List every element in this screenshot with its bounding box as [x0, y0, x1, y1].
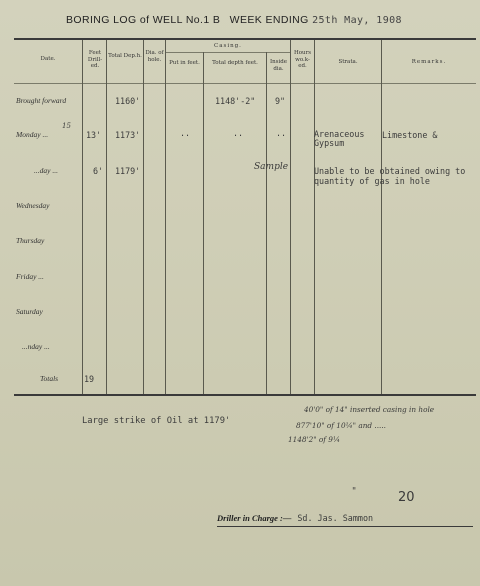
table-top-rule	[14, 38, 476, 40]
cell-mon-feet: 13'	[86, 130, 102, 140]
oil-strike-note: Large strike of Oil at 1179'	[82, 416, 231, 426]
casing-note-3: 1148'2" of 9¼	[288, 435, 341, 444]
week-ending-label: WEEK ENDING	[229, 14, 309, 26]
col-header-date: Date.	[40, 56, 56, 62]
col-sep-putin	[203, 52, 204, 394]
col-sep-dia	[165, 40, 166, 394]
cell-bf-casing-depth: 1148'-2"	[215, 96, 256, 106]
row-label-sunday: ...nday ...	[22, 342, 50, 351]
cell-mon-strata: Arenaceous Gypsum	[314, 129, 365, 148]
driller-name: Sd. Jas. Sammon	[297, 513, 374, 523]
col-header-casing: Casing.	[214, 43, 242, 49]
table-bottom-rule	[14, 394, 476, 396]
dash-mark: "	[352, 487, 357, 497]
cell-mon-put-in: ..	[180, 128, 191, 138]
casing-note-1: 40'0" of 14" inserted casing in hole	[304, 405, 435, 414]
col-sep-strata	[381, 40, 382, 394]
col-header-casing-depth: Total depth feet.	[212, 60, 258, 66]
cell-tue-strata: Unable to be obtained owing to quantity of gas in hole	[314, 166, 466, 186]
cell-mon-remarks: Limestone &	[382, 130, 438, 140]
row-label-tuesday: ...day ...	[34, 166, 58, 175]
col-sep-hours	[314, 40, 315, 394]
driller-line	[217, 513, 373, 524]
casing-note-2: 877'10" of 10¼" and .....	[296, 421, 386, 430]
week-ending-date: 25th May, 1908	[312, 15, 402, 26]
margin-mark: 15	[62, 122, 71, 130]
totals-label: Totals	[40, 374, 59, 383]
cell-bf-total-depth: 1160'	[115, 96, 141, 106]
row-label-wednesday: Wednesday	[16, 201, 50, 210]
cell-mon-casing-depth: ..	[233, 128, 244, 138]
casing-group-rule	[166, 52, 290, 53]
row-label-monday: Monday ...	[16, 130, 49, 139]
log-header	[66, 14, 402, 26]
row-label-brought-forward: Brought forward	[16, 96, 67, 105]
col-header-total-depth: Total Dep.h.	[108, 53, 142, 59]
col-header-remarks: Remarks.	[411, 59, 447, 65]
col-header-hours: Hours wo.k- ed.	[293, 50, 312, 69]
col-sep-casing-depth	[266, 52, 267, 394]
page-number: 20	[398, 490, 415, 505]
row-label-friday: Friday ...	[16, 272, 44, 281]
totals-feet-drilled: 19	[84, 374, 95, 384]
col-header-inside-dia: Inside dia.	[269, 59, 288, 72]
cell-bf-inside-dia: 9"	[275, 96, 286, 106]
col-header-put-in: Put in feet.	[169, 60, 200, 66]
cell-mon-inside-dia: ..	[276, 128, 287, 138]
col-header-strata: Strata.	[338, 59, 358, 65]
row-label-saturday: Saturday	[16, 307, 43, 316]
col-header-dia: Dia. of hole.	[145, 50, 164, 63]
sample-annotation: Sample	[254, 162, 289, 172]
cell-tue-feet: 6'	[93, 166, 104, 176]
driller-underline	[217, 526, 473, 527]
row-label-thursday: Thursday	[16, 236, 45, 245]
col-header-feet-drilled: Feet Drill- ed.	[87, 50, 103, 69]
header-bottom-rule	[14, 83, 476, 84]
col-sep-feet	[106, 40, 107, 394]
cell-tue-total-depth: 1179'	[115, 166, 141, 176]
cell-mon-total-depth: 1173'	[115, 130, 141, 140]
log-title: BORING LOG of WELL No.1 B	[66, 14, 221, 26]
col-sep-date	[82, 40, 83, 394]
col-sep-depth	[143, 40, 144, 394]
col-sep-inside	[290, 40, 291, 394]
driller-label: Driller in Charge :—	[217, 513, 292, 523]
